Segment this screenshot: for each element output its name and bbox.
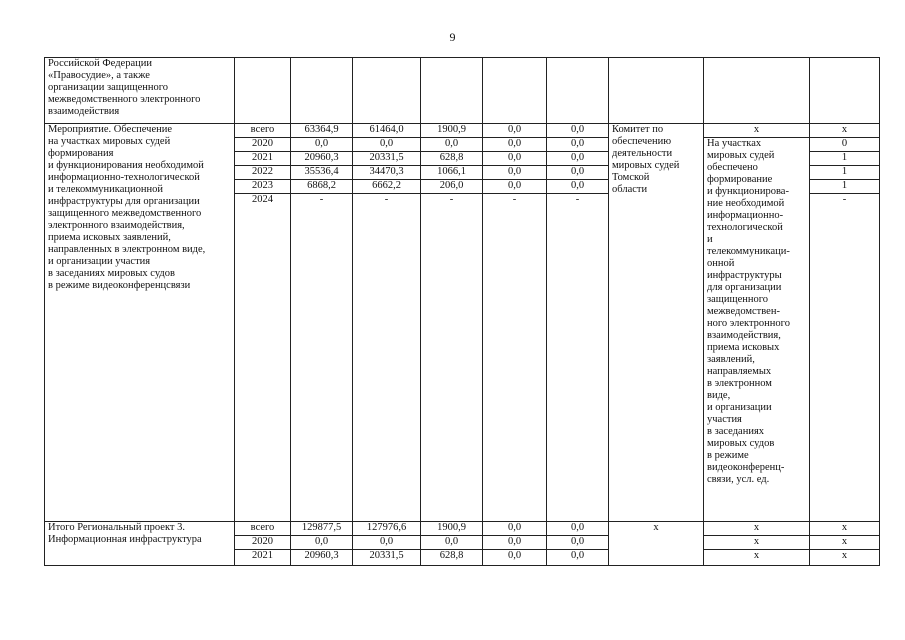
value-cell: 0,0	[483, 522, 547, 536]
measure-name: Мероприятие. Обеспечение на участках мировых судей формирования и функционирования необходимой информационно-технологической и телекоммуникационной инфраструктуры для организации защищенного межведомственного электронного взаимодействия, приема исковых заявлений, направленных в электронном виде, и организации участия в заседаниях мировых судов в режиме видеоконференцсвязи	[45, 124, 235, 522]
value-cell: 0,0	[547, 522, 609, 536]
value-cell: 0,0	[353, 536, 421, 550]
value-cell: 1900,9	[421, 124, 483, 138]
value-cell: -	[547, 194, 609, 522]
indicator-text: На участках мировых судей обеспечено формирование и функционирова- ние необходимой информационно- технологической и телекоммуникаци- онной инфраструктуры для организации защищенного межведомствен- ного электронного взаимодействия, приема исковых заявлений, направляемых в электронном виде, и организации участия в заседаниях мировых судов в режиме видеоконференц- связи, усл. ед.	[704, 138, 810, 522]
indicator-value: -	[810, 194, 880, 522]
indicator-value: x	[810, 522, 880, 536]
indicator-value: x	[810, 550, 880, 566]
indicator-value: 1	[810, 166, 880, 180]
value-cell: -	[291, 194, 353, 522]
value-cell: 628,8	[421, 550, 483, 566]
indicator-cell: x	[704, 536, 810, 550]
measure-executor: Комитет по обеспечению деятельности мировых судей Томской области	[609, 124, 704, 522]
value-cell: 20960,3	[291, 152, 353, 166]
value-cell: 0,0	[547, 152, 609, 166]
page-number: 9	[449, 30, 456, 44]
value-cell: 0,0	[547, 536, 609, 550]
value-cell: -	[353, 194, 421, 522]
budget-table	[44, 57, 880, 566]
year-cell: 2023	[235, 180, 291, 194]
indicator-cell: x	[704, 550, 810, 566]
value-cell: 129877,5	[291, 522, 353, 536]
year-cell: 2021	[235, 550, 291, 566]
indicator-value: 1	[810, 180, 880, 194]
indicator-value: x	[810, 536, 880, 550]
table-row	[45, 124, 880, 138]
indicator-value: 1	[810, 152, 880, 166]
value-cell: 20331,5	[353, 550, 421, 566]
value-cell: 34470,3	[353, 166, 421, 180]
value-cell: 127976,6	[353, 522, 421, 536]
year-cell: всего	[235, 522, 291, 536]
value-cell: 206,0	[421, 180, 483, 194]
total-name: Итого Региональный проект 3. Информационная инфраструктура	[45, 522, 235, 566]
value-cell: 0,0	[483, 124, 547, 138]
value-cell: 0,0	[483, 166, 547, 180]
year-cell: всего	[235, 124, 291, 138]
value-cell: 6868,2	[291, 180, 353, 194]
value-cell: -	[421, 194, 483, 522]
year-cell: 2020	[235, 536, 291, 550]
year-cell: 2024	[235, 194, 291, 522]
value-cell: 0,0	[547, 166, 609, 180]
value-cell: 35536,4	[291, 166, 353, 180]
carry-over-text: Российской Федерации «Правосудие», а также организации защищенного межведомственного электронного взаимодействия	[45, 58, 235, 124]
value-cell: 0,0	[483, 536, 547, 550]
table-row	[45, 522, 880, 536]
value-cell: 0,0	[483, 152, 547, 166]
total-executor: x	[609, 522, 704, 566]
value-cell: 20331,5	[353, 152, 421, 166]
value-cell: 0,0	[291, 138, 353, 152]
year-cell: 2021	[235, 152, 291, 166]
year-cell: 2020	[235, 138, 291, 152]
indicator-value: x	[810, 124, 880, 138]
indicator-value: 0	[810, 138, 880, 152]
value-cell: 63364,9	[291, 124, 353, 138]
value-cell: 0,0	[421, 138, 483, 152]
value-cell: 0,0	[547, 138, 609, 152]
value-cell: 0,0	[547, 180, 609, 194]
value-cell: 0,0	[547, 124, 609, 138]
indicator-header: x	[704, 124, 810, 138]
value-cell: 0,0	[353, 138, 421, 152]
value-cell: 0,0	[483, 550, 547, 566]
value-cell: 0,0	[547, 550, 609, 566]
value-cell: 1900,9	[421, 522, 483, 536]
value-cell: 0,0	[291, 536, 353, 550]
value-cell: 0,0	[483, 180, 547, 194]
value-cell: 0,0	[421, 536, 483, 550]
value-cell: 0,0	[483, 138, 547, 152]
value-cell: 20960,3	[291, 550, 353, 566]
year-cell: 2022	[235, 166, 291, 180]
value-cell: 61464,0	[353, 124, 421, 138]
value-cell: 6662,2	[353, 180, 421, 194]
indicator-cell: x	[704, 522, 810, 536]
table-row	[45, 58, 880, 124]
value-cell: 1066,1	[421, 166, 483, 180]
value-cell: -	[483, 194, 547, 522]
value-cell: 628,8	[421, 152, 483, 166]
